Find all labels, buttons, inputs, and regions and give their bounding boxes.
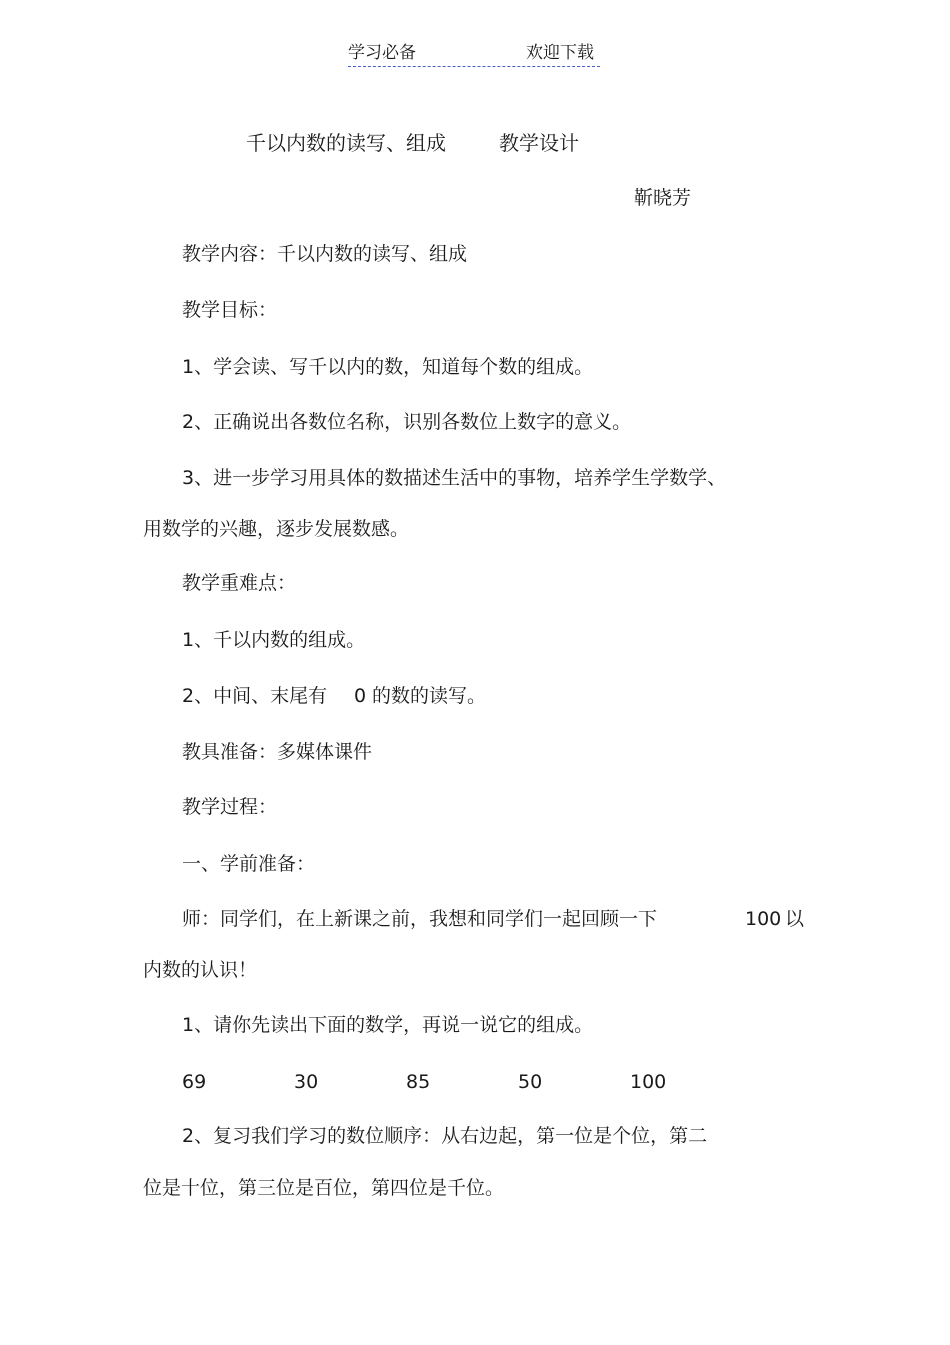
key-point-2-rest: 的数的读写。 — [372, 685, 487, 707]
number-item: 85 — [406, 1071, 431, 1093]
teacher-line-2: 内数的认识！ — [143, 959, 258, 981]
number-item: 50 — [518, 1071, 543, 1093]
number-item: 30 — [294, 1071, 319, 1093]
number-item: 100 — [630, 1071, 667, 1093]
task-2-line-2: 位是十位，第三位是百位，第四位是千位。 — [143, 1177, 505, 1199]
section-1-heading: 一、学前准备： — [182, 853, 316, 875]
header-left-text: 学习必备 — [348, 43, 416, 63]
key-point-2-number: 0 — [354, 685, 367, 707]
goal-1: 1、学会读、写千以内的数，知道每个数的组成。 — [182, 356, 594, 378]
document-title: 千以内数的读写、组成 — [246, 131, 446, 155]
teacher-line-1-number: 100 — [745, 908, 782, 930]
goal-2: 2、正确说出各数位名称，识别各数位上数字的意义。 — [182, 411, 632, 433]
teaching-tools: 教具准备：多媒体课件 — [182, 741, 373, 763]
key-point-1: 1、千以内数的组成。 — [182, 629, 366, 651]
author-name: 靳晓芳 — [634, 187, 692, 209]
goal-3-line-2: 用数学的兴趣，逐步发展数感。 — [143, 518, 410, 540]
task-2-line-1: 2、复习我们学习的数位顺序：从右边起，第一位是个位，第二 — [182, 1125, 708, 1147]
teacher-line-1-end: 以 — [785, 908, 805, 930]
goals-heading: 教学目标： — [182, 299, 278, 321]
teaching-content: 教学内容：千以内数的读写、组成 — [182, 243, 468, 265]
key-point-2-text: 2、中间、末尾有 — [182, 685, 328, 707]
number-item: 69 — [182, 1071, 207, 1093]
process-heading: 教学过程： — [182, 796, 278, 818]
key-points-heading: 教学重难点： — [182, 572, 297, 594]
teacher-line-1: 师：同学们，在上新课之前，我想和同学们一起回顾一下 — [182, 908, 658, 930]
document-title-suffix: 教学设计 — [499, 131, 579, 155]
task-1: 1、请你先读出下面的数学，再说一说它的组成。 — [182, 1014, 594, 1036]
page-header — [348, 40, 600, 67]
header-right-text: 欢迎下载 — [526, 43, 594, 63]
goal-3-line-1: 3、进一步学习用具体的数描述生活中的事物，培养学生学数学、 — [182, 467, 727, 489]
